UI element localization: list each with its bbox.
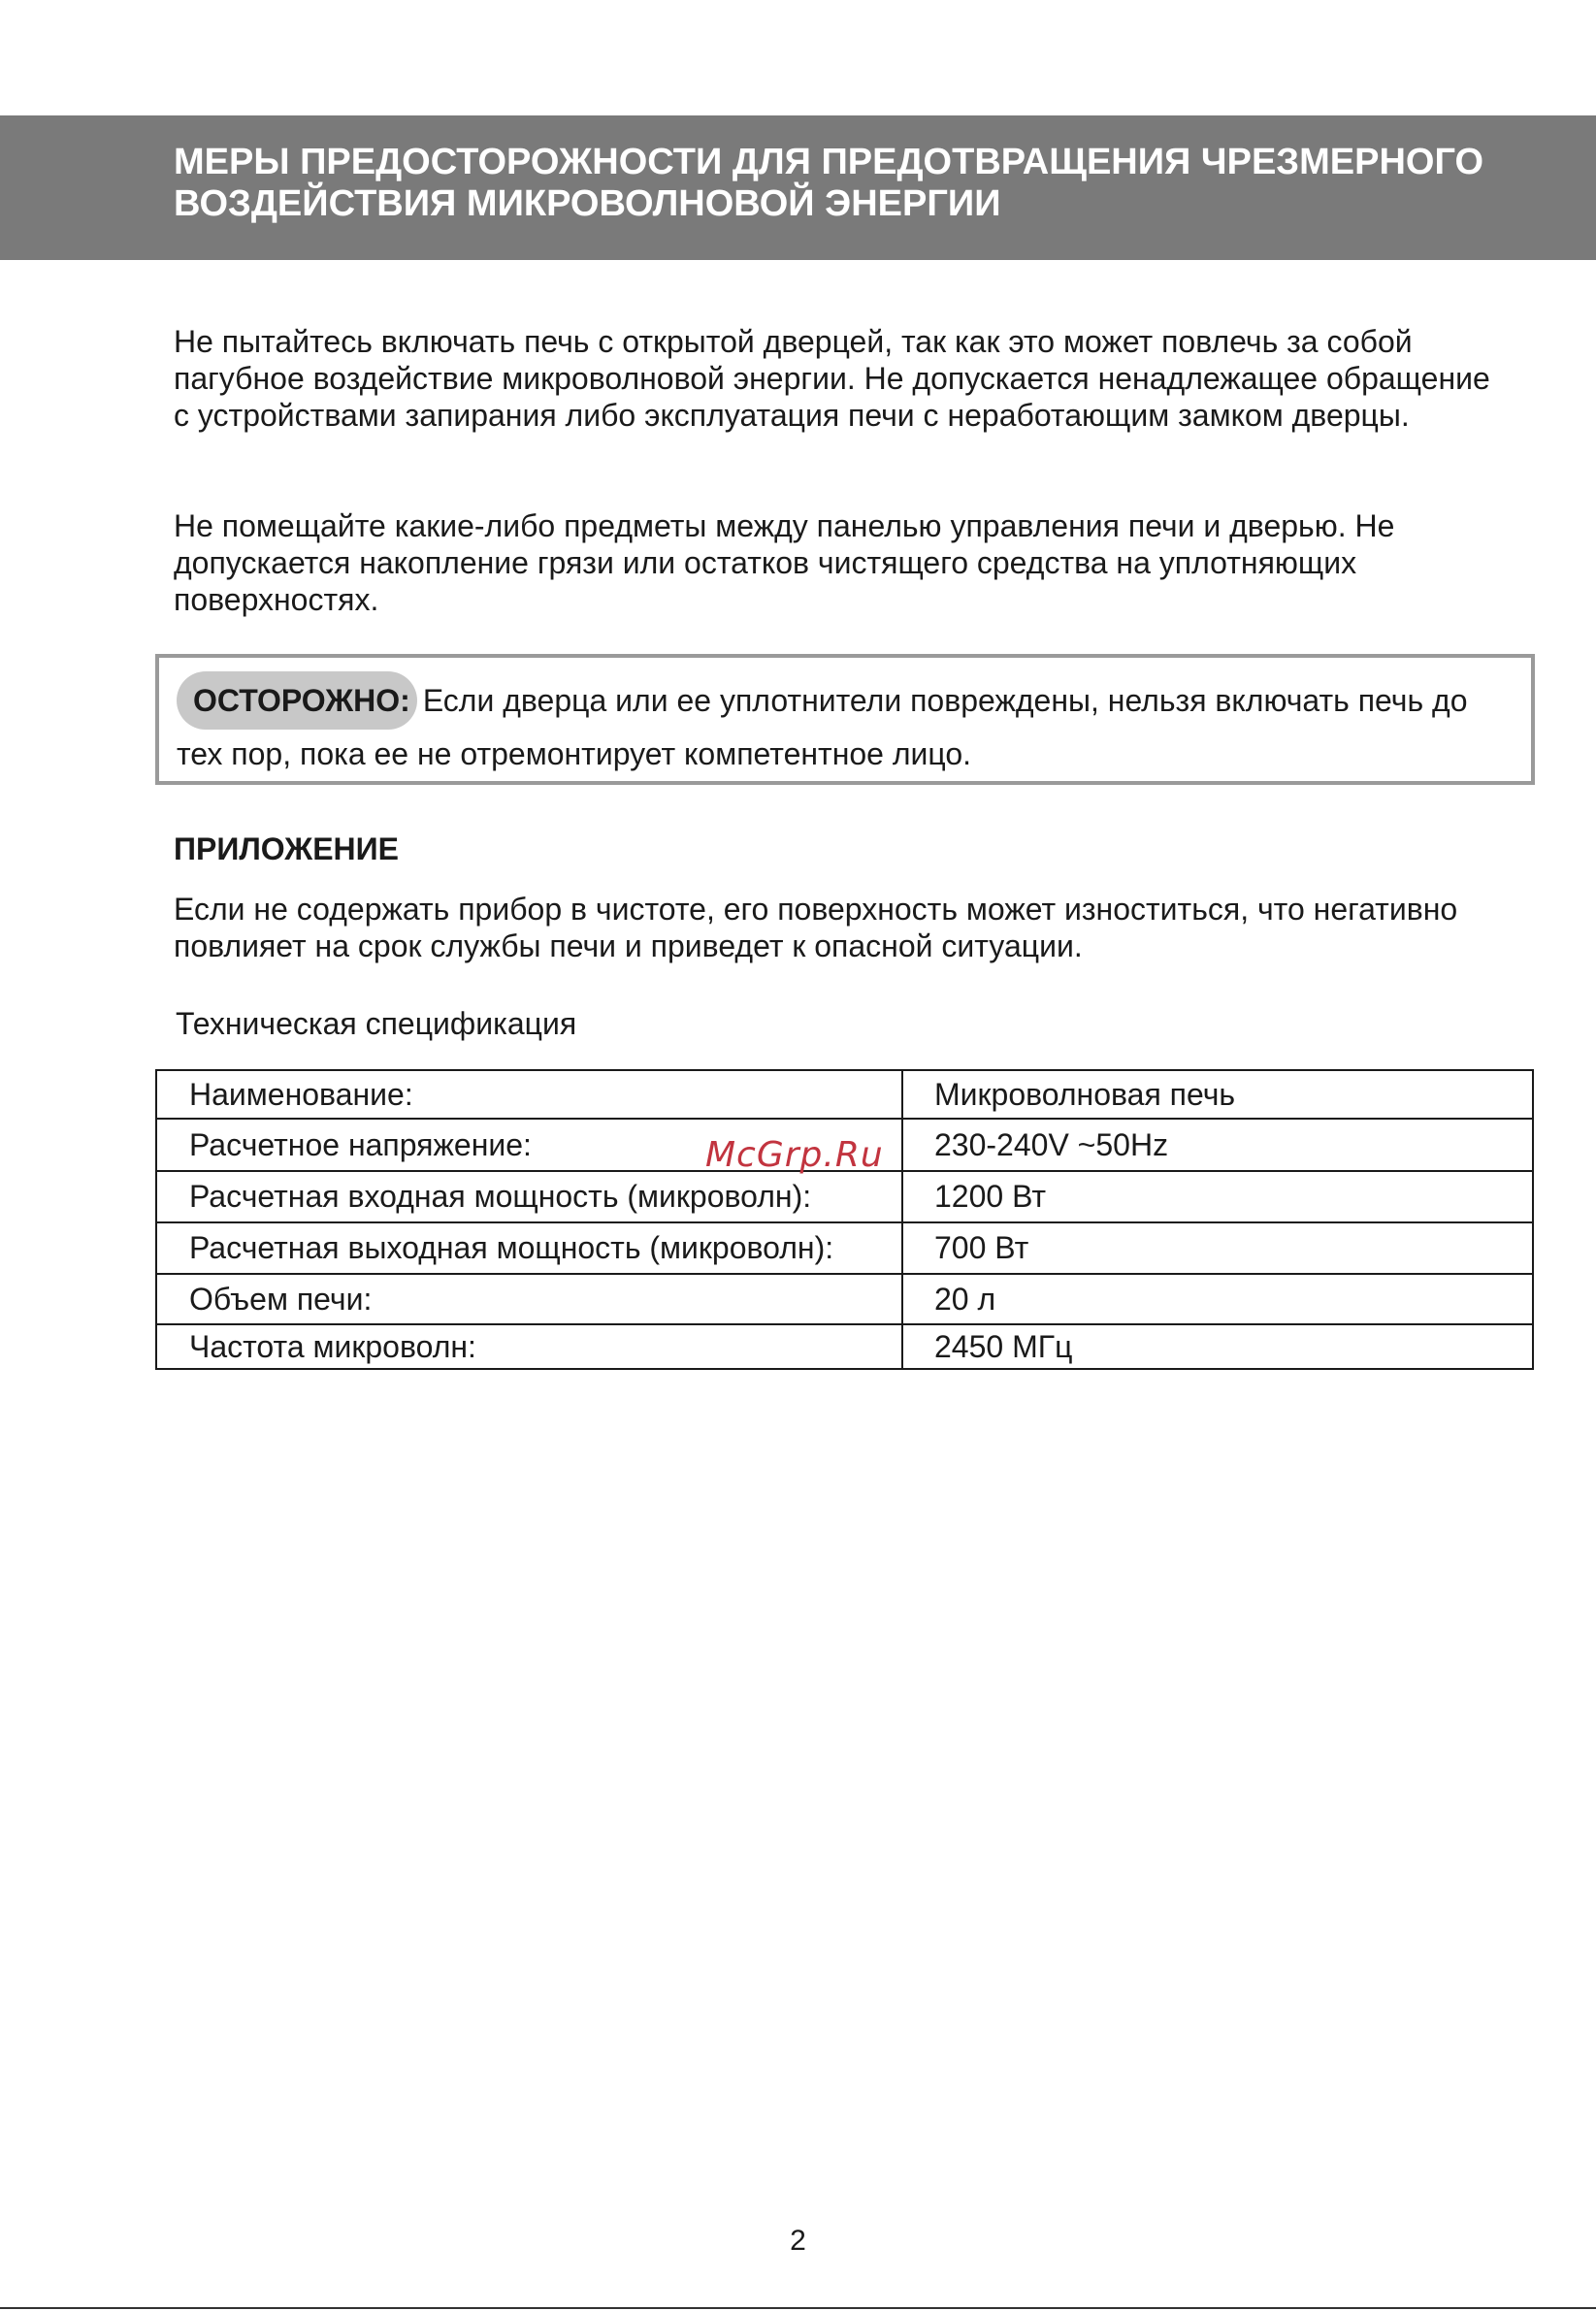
page-title-line-1: МЕРЫ ПРЕДОСТОРОЖНОСТИ ДЛЯ ПРЕДОТВРАЩЕНИЯ ЧРЕЗМЕРНОГО xyxy=(174,142,1484,182)
appendix-heading: ПРИЛОЖЕНИЕ xyxy=(174,831,399,866)
bottom-rule xyxy=(0,2307,1596,2309)
caution-badge: ОСТОРОЖНО: xyxy=(177,671,417,730)
spec-name-cell: Частота микроволн: xyxy=(156,1324,902,1369)
table-row xyxy=(156,1324,1533,1369)
caution-text: Если дверца или ее уплотнители повреждены, нельзя включать печь до тех пор, пока ее не отремонтирует компетентное лицо. xyxy=(177,683,1468,771)
page-number: 2 xyxy=(790,2225,806,2257)
table-row xyxy=(156,1171,1533,1222)
spec-table-caption: Техническая спецификация xyxy=(176,1006,577,1041)
spec-value-cell: 2450 МГц xyxy=(902,1324,1533,1369)
spec-value-cell: 700 Вт xyxy=(902,1222,1533,1274)
appendix-text: Если не содержать прибор в чистоте, его поверхность может изноститься, что негативно повлияет на срок службы печи и приведет к опасной ситуации. xyxy=(174,892,1458,963)
table-row xyxy=(156,1070,1533,1119)
spec-value-cell: 20 л xyxy=(902,1274,1533,1324)
spec-value-cell: 1200 Вт xyxy=(902,1171,1533,1222)
spec-value-cell: 230-240V ~50Hz xyxy=(902,1119,1533,1171)
spec-name-cell: Расчетная входная мощность (микроволн): xyxy=(156,1171,902,1222)
header-band xyxy=(0,115,1596,260)
page-title xyxy=(174,142,1571,225)
paragraph-seal-warning: Не помещайте какие-либо предметы между панелью управления печи и дверью. Не допускается накопление грязи или остатков чистящего средства на уплотняющих поверхностях. xyxy=(174,508,1395,617)
watermark: McGrp.Ru xyxy=(705,1135,884,1175)
spec-name-cell: Расчетная выходная мощность (микроволн): xyxy=(156,1222,902,1274)
spec-name-cell: Наименование: xyxy=(156,1070,902,1119)
spec-name-cell: Расчетное напряжение: xyxy=(156,1119,902,1171)
spec-name-cell: Объем печи: xyxy=(156,1274,902,1324)
page-title-line-2: ВОЗДЕЙСТВИЯ МИКРОВОЛНОВОЙ ЭНЕРГИИ xyxy=(174,183,1001,224)
caution-box xyxy=(155,654,1535,785)
paragraph-door-warning: Не пытайтесь включать печь с открытой дверцей, так как это может повлечь за собой пагубное воздействие микроволновой энергии. Не допускается ненадлежащее обращение с устройствами запирания либо эксплуатация печи с неработающим замком дверцы. xyxy=(174,324,1490,433)
table-row xyxy=(156,1222,1533,1274)
spec-table xyxy=(155,1069,1534,1370)
spec-value-cell: Микроволновая печь xyxy=(902,1070,1533,1119)
table-row xyxy=(156,1274,1533,1324)
